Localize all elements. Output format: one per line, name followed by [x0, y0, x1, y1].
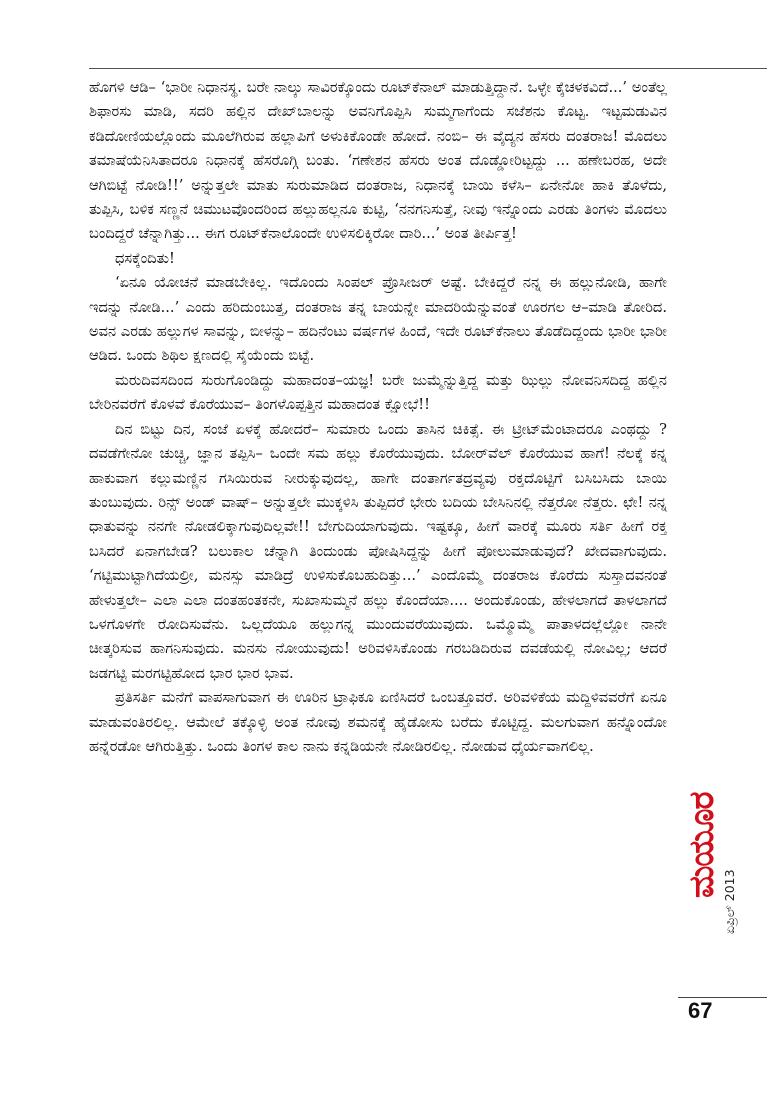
paragraph-4: ಮರುದಿವಸದಿಂದ ಸುರುಗೊಂಡಿದ್ದು ಮಹಾದಂತ–ಯಜ್ಞ! ಬರೇ ಜುಮ್ಮೆನ್ನುತ್ತಿದ್ದ ಮತ್ತು ಝಿಲ್ಲು ನೋವನಿಸದಿದ್ದ ಹಲ್ಲಿನ ಬೇರಿನವರೆಗೆ ಕೊಳವೆ ಕೊರೆಯುವ– ತಿಂಗಳೊಪ್ಪತ್ತಿನ ಮಹಾದಂತ ಕ್ಷೋಭೆ!! [89, 371, 667, 414]
paragraph-5: ದಿನ ಬಿಟ್ಟು ದಿನ, ಸಂಜೆ ಏಳಕ್ಕೆ ಹೋದರೆ– ಸುಮಾರು ಒಂದು ತಾಸಿನ ಚಿಕಿತ್ಸೆ. ಈ ಟ್ರೀಟ್‌ಮೆಂಟಾದರೂ ಎಂಥದ್ದು ? ದವಡೆಗೇನೋ ಚುಚ್ಚಿ, ಜ್ಞಾನ ತಪ್ಪಿಸಿ– ಒಂದೇ ಸಮ ಹಲ್ಲು ಕೊರೆಯುವುದು. ಬೋರ್‌ವೆಲ್ ಕೊರೆಯುವ ಹಾಗೆ! ನೆಲಕ್ಕೆ ಕನ್ನ ಹಾಕುವಾಗ ಕಲ್ಲುಮಣ್ಣಿನ ಗಸಿಯಿರುವ ನೀರುಕ್ಕುವುದಲ್ಲ, ಹಾಗೇ ದಂತಾರ್ಗತದ್ರವ್ಯವು ರಕ್ತದೊಟ್ಟಿಗೆ ಬಸಿಬಸಿದು ಬಾಯಿ ತುಂಬುವುದು. ರಿನ್ಸ್ ಅಂಡ್ ವಾಷ್– ಅನ್ನುತ್ತಲೇ ಮುಕ್ಕಳಿಸಿ ತುಪ್ಪಿದರೆ ಭೇರು ಬದಿಯ ಬೇಸಿನಿನಲ್ಲಿ ನೆತ್ತರೋ ನೆತ್ತರು. ಛೇ! ನನ್ನ ಧಾತುವನ್ನು ನನಗೇ ನೋಡಲಿಕ್ಕಾಗುವುದಿಲ್ಲವೇ!! ಬೇಗುದಿಯಾಗುವುದು. ಇಷ್ಟಕ್ಕೂ, ಹೀಗೆ ವಾರಕ್ಕೆ ಮೂರು ಸರ್ತಿ ಹೀಗೆ ರಕ್ತ ಬಸಿದರೆ ಏನಾಗಬೇಡ? ಬಲುಕಾಲ ಚೆನ್ನಾಗಿ ತಿಂದುಂಡು ಪೋಷಿಸಿದ್ದನ್ನು ಹೀಗೆ ಪೋಲುಮಾಡುವುದೆ? ಖೇದವಾಗುವುದು. ‘ಗಟ್ಟಿಮುಟ್ಟಾಗಿದೆಯಲ್ರೀ, ಮನಸ್ಸು ಮಾಡಿದ್ರೆ ಉಳಿಸುಕೊಬಹುದಿತ್ತು...’ ಎಂದೊಮ್ಮೆ ದಂತರಾಜ ಕೊರೆದು ಸುಸ್ತಾದವನಂತೆ ಹೇಳುತ್ತಲೇ– ಎಲಾ ಎಲಾ ದಂತಹಂತಕನೇ, ಸುಖಾಸುಮ್ಮನೆ ಹಲ್ಲು ಕೊಂದೆಯಾ.... ಅಂದುಕೊಂಡು, ಹೇಳಲಾಗದೆ ತಾಳಲಾಗದೆ ಒಳಗೊಳಗೇ ರೋದಿಸುವೆನು. ಒಲ್ಲದೆಯೂ ಹಲ್ಲುಗನ್ನ ಮುಂದುವರೆಯುವುದು. ಒಮ್ಮೊಮ್ಮೆ ಪಾತಾಳದಲ್ಲೆಲ್ಲೋ ನಾನೇ ಚೀತ್ಕರಿಸುವ ಹಾಗನಿಸುವುದು. ಮನಸು ನೋಯುವುದು! ಅರಿವಳಿಸಿಕೊಂಡು ಗರಬಡಿದಿರುವ ದವಡೆಯಲ್ಲಿ ನೋವಿಲ್ಲ; ಆದರೆ ಜಡಗಟ್ಟಿ ಮರಗಟ್ಟಿಹೋದ ಭಾರ ಭಾರ ಭಾವ. [89, 420, 667, 682]
header-divider [89, 68, 767, 69]
magazine-logo: ಮಯೂರ [682, 792, 722, 898]
paragraph-3: ‘ಏನೂ ಯೋಚನೆ ಮಾಡಬೇಕಿಲ್ಲ. ಇದೊಂದು ಸಿಂಪಲ್ ಪ್ರೊಸೀಜರ್ ಅಷ್ಟೆ. ಬೇಕಿದ್ದರೆ ನನ್ನ ಈ ಹಲ್ಲುನೋಡಿ, ಹಾಗೇ ಇದನ್ನು ನೋಡಿ...’ ಎಂದು ಹರಿದುಂಬುತ್ತ, ದಂತರಾಜ ತನ್ನ ಬಾಯನ್ನೇ ಮಾದರಿಯೆನ್ನುವಂತೆ ಊರಗಲ ಆ–ಮಾಡಿ ತೋರಿದ. ಅವನ ಎರಡು ಹಲ್ಲುಗಳ ಸಾವನ್ನು, ಬೀಳನ್ನು– ಹದಿನೆಂಟು ವರ್ಷಗಳ ಹಿಂದೆ, ಇದೇ ರೂಟ್‌ಕೆನಾಲು ತೊಡೆದಿದ್ದಂದು ಭಾರೀ ಭಾರೀ ಆಡಿದ. ಒಂದು ಶಿಥಿಲ ಕ್ಷಣದಲ್ಲಿ ಸೈಯೆಂದು ಬಿಟ್ಟೆ. [89, 274, 667, 365]
paragraph-1: ಹೊಗಳಿ ಆಡಿ– ‘ಭಾರೀ ನಿಧಾನಸ್ಥ. ಬರೇ ನಾಲ್ಕು ಸಾವಿರಕ್ಕೊಂದು ರೂಟ್‌ಕೆನಾಲ್ ಮಾಡುತ್ತಿದ್ದಾನೆ. ಒಳ್ಳೇ ಕೈಚಳಕವಿದೆ...’ ಅಂತೆಲ್ಲ ಶಿಫಾರಸು ಮಾಡಿ, ಸದರಿ ಹಲ್ಲಿನ ದೇಖ್‌ಬಾಲನ್ನು ಅವನಿಗೊಪ್ಪಿಸಿ ಸುಮ್ಮಗಾಗೆಂದು ಸಜೆಶನು ಕೊಟ್ಟ. ಇಟ್ಟಮಡುವಿನ ಕಡಿದೋಣಿಯಲ್ಲೊಂದು ಮೂಲೆಗಿರುವ ಹಲ್ಲಾಪಿಗೆ ಅಳುಕಿಕೊಂಡೇ ಹೋದೆ. ನಂಬಿ– ಈ ವೈದ್ಯನ ಹೆಸರು ದಂತರಾಜ! ಮೊದಲು ತಮಾಷೆಯೆನಿಸಿತಾದರೂ ನಿಧಾನಕ್ಕೆ ಹೆಸರೊಗ್ಗಿ ಬಂತು. ‘ಗಣೇಶನ ಹೆಸರು ಅಂತ ದೊಡ್ಡೋರಿಟ್ಟದ್ದು ... ಹಣೇಬರಹ, ಅದೇ ಆಗಿಬಿಟ್ಟೆ ನೋಡಿ!!’ ಅನ್ನುತ್ತಲೇ ಮಾತು ಸುರುಮಾಡಿದ ದಂತರಾಜ, ನಿಧಾನಕ್ಕೆ ಬಾಯಿ ಕಳೆಸಿ– ಏನೇನೋ ಹಾಕಿ ತೊಳೆದು, ತುಪ್ಪಿಸಿ, ಬಳಿಕ ಸಣ್ಣನೆ ಚಿಮುಟವೊಂದರಿಂದ ಹಲ್ಲುಹಲ್ಲನೂ ಕುಟ್ಟಿ, ‘ನನಗನಿಸುತ್ತೆ, ನೀವು ಇನ್ನೊಂದು ಎರಡು ತಿಂಗಳು ಮೊದಲು ಬಂದಿದ್ದರೆ ಚೆನ್ನಾಗಿತ್ತು... ಈಗ ರೂಟ್‌ಕೆನಾಲೊಂದೇ ಉಳಿಸಲಿಕ್ಕಿರೋ ದಾರಿ...’ ಅಂತ ತೀರ್ಪಿತ್ತ! [89, 79, 667, 243]
paragraph-2: ಧಸಕ್ಕೆಂದಿತು! [115, 249, 175, 267]
magazine-masthead [678, 792, 758, 966]
article-body [89, 76, 667, 759]
paragraph-6: ಪ್ರತಿಸರ್ತಿ ಮನೆಗೆ ವಾಪಸಾಗುವಾಗ ಈ ಊರಿನ ಟ್ರಾಫಿಕೂ ಏಣಿಸಿದರೆ ಒಂಬತ್ತೂವರೆ. ಅರಿವಳಿಕೆಯ ಮದ್ದಿಳಿವವರೆಗೆ ಏನೂ ಮಾಡುವಂತಿರಲಿಲ್ಲ. ಆಮೇಲೆ ತಕ್ಕೊಳ್ಳಿ ಅಂತ ನೋವು ಶಮನಕ್ಕೆ ಹೈಡೋಸು ಬರೆದು ಕೊಟ್ಟಿದ್ದ. ಮಲಗುವಾಗ ಹನ್ನೊಂದೋ ಹನ್ನೆರಡೋ ಆಗಿರುತ್ತಿತ್ತು. ಒಂದು ತಿಂಗಳ ಕಾಲ ನಾನು ಕನ್ನಡಿಯನೇ ನೋಡಿರಲಿಲ್ಲ. ನೋಡುವ ಧೈರ್ಯವಾಗಲಿಲ್ಲ. [89, 689, 667, 755]
issue-date: ಏಪ್ರಿಲ್ 2013 [722, 869, 737, 934]
page-number: 67 [688, 998, 713, 1023]
